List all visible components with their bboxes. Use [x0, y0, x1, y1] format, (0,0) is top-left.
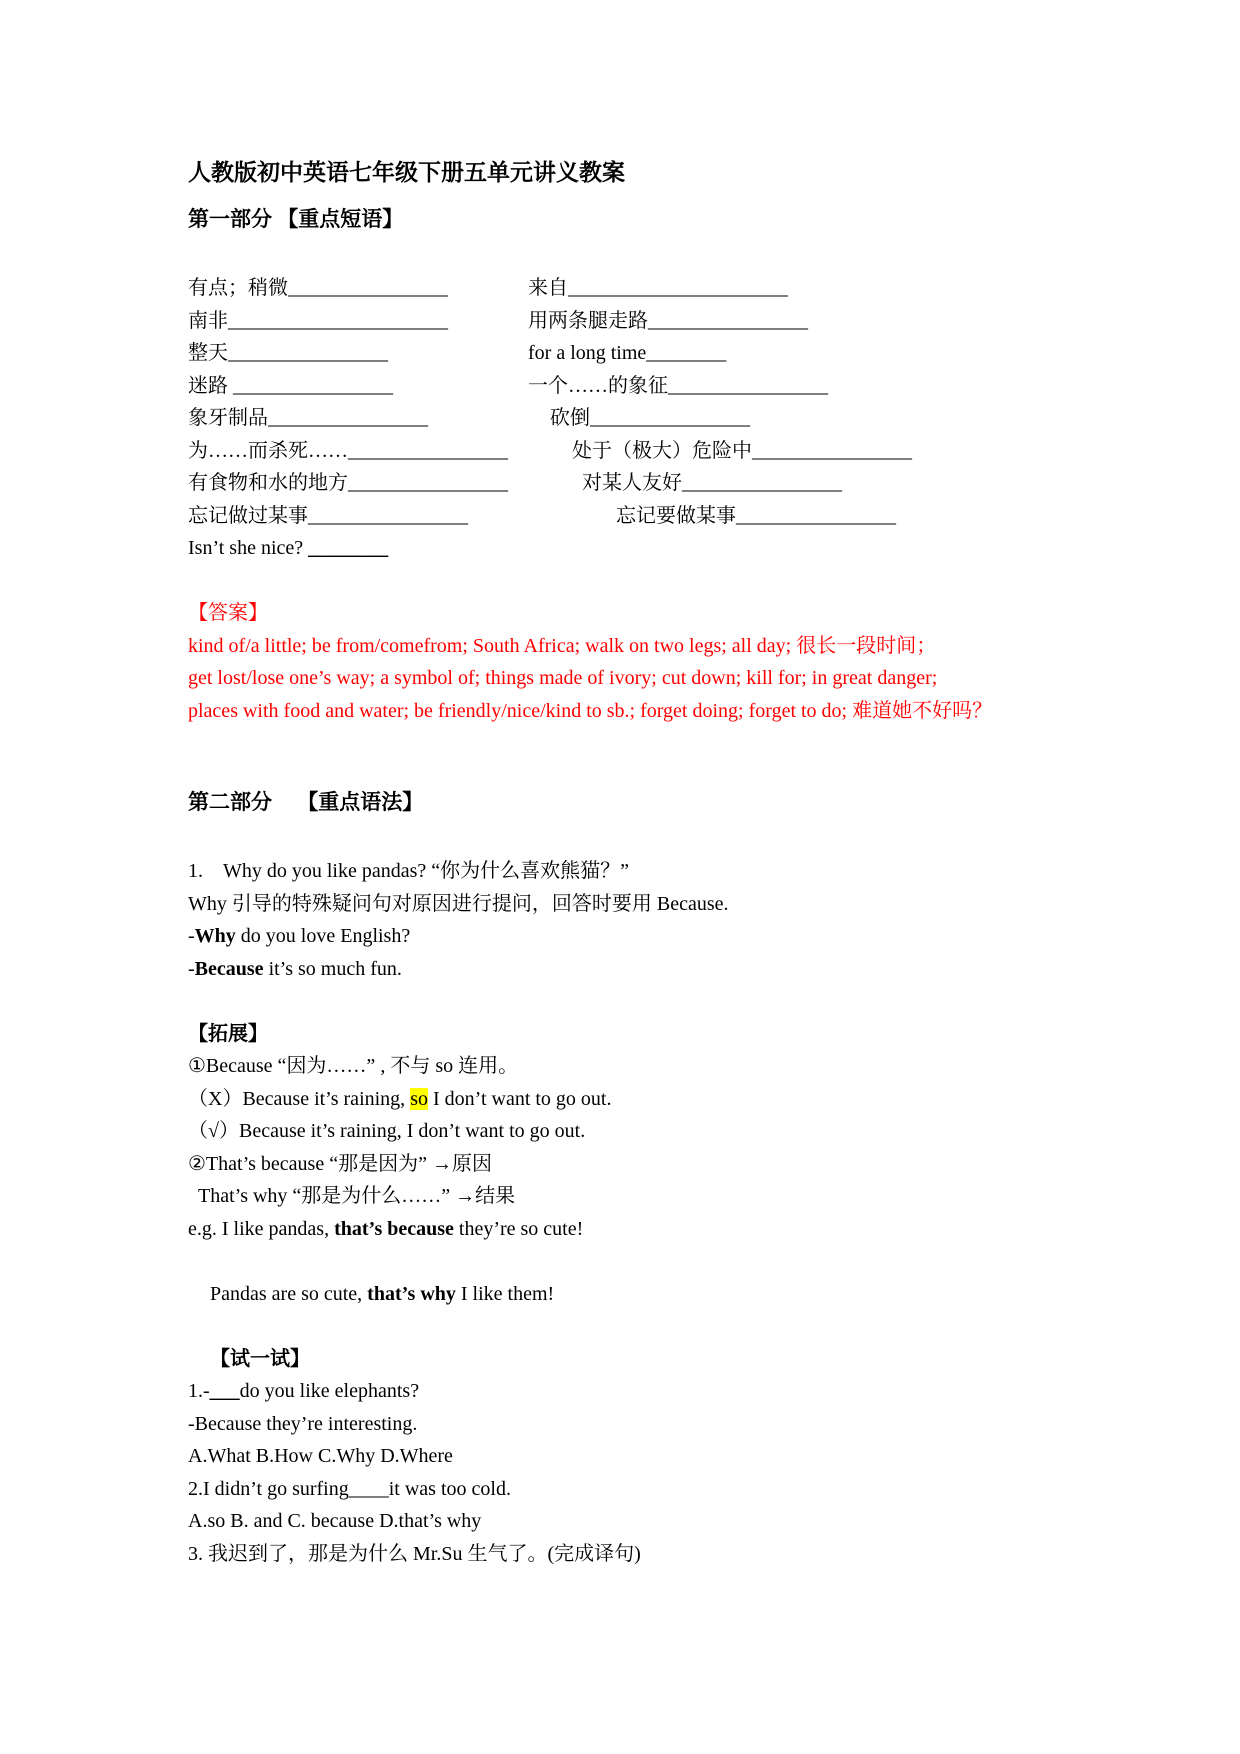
- example-line: [188, 1213, 1148, 1246]
- question-text: do you like elephants?: [239, 1380, 420, 1402]
- wrong-example: [188, 1083, 1148, 1116]
- phrase-row: [188, 272, 1148, 305]
- answer-blank: ___: [209, 1380, 240, 1402]
- spacer: [188, 232, 1148, 272]
- phrase-right: 用两条腿走路________________: [528, 309, 808, 332]
- answer-blank: ________: [308, 537, 389, 559]
- wrong-example-end: I don’t want to go out.: [427, 1087, 612, 1110]
- example-line: [188, 953, 1148, 986]
- practice-heading: 【试一试】: [210, 1347, 310, 1370]
- example-rest: do you love English?: [235, 925, 411, 947]
- phrase-right: for a long time________: [528, 342, 727, 364]
- practice-response: -Because they’re interesting.: [188, 1412, 418, 1435]
- example-prefix: -: [188, 957, 195, 980]
- example-end: I like them!: [455, 1282, 555, 1305]
- phrase-row: [188, 467, 1148, 500]
- example-keyword: Why: [194, 925, 236, 947]
- phrase-row: [188, 370, 1148, 403]
- spacer: [188, 985, 1148, 1018]
- phrase-right: 对某人友好________________: [582, 472, 842, 494]
- phrase-left: 迷路 ________________: [188, 374, 393, 397]
- example-end: they’re so cute!: [453, 1217, 584, 1240]
- phrase-row: [188, 435, 1148, 468]
- example-keyword: that’s why: [367, 1282, 456, 1305]
- phrase-left: 南非______________________: [188, 309, 448, 332]
- practice-options: A.What B.How C.Why D.Where: [188, 1445, 453, 1467]
- spacer: [188, 727, 1148, 789]
- example-line: [188, 920, 1148, 953]
- question-line: [188, 532, 1148, 565]
- answer-line: places with food and water; be friendly/nice/kind to sb.; forget doing; forget to do; 难道她不好吗？: [188, 699, 993, 722]
- phrase-right: 来自______________________: [528, 277, 788, 299]
- example-rest: it’s so much fun.: [263, 957, 402, 980]
- practice-options: A.so B. and C. because D.that’s why: [188, 1510, 482, 1532]
- phrase-row: [188, 402, 1148, 435]
- phrase-row: [188, 305, 1148, 338]
- example-line: [188, 1278, 1148, 1311]
- answer-line: get lost/lose one’s way; a symbol of; things made of ivory; cut down; kill for; in great danger;: [188, 667, 938, 689]
- phrase-left: 有点；稍微________________: [188, 277, 448, 299]
- example-start: Pandas are so cute,: [210, 1282, 368, 1305]
- grammar-explanation: Why 引导的特殊疑问句对原因进行提问，回答时要用 Because.: [188, 892, 729, 915]
- extension-heading: 【拓展】: [188, 1022, 268, 1045]
- phrase-row: [188, 337, 1148, 370]
- part2-heading: 第二部分 【重点语法】: [188, 790, 424, 814]
- phrase-right: 一个……的象征________________: [528, 374, 828, 397]
- phrase-right: 砍倒________________: [550, 407, 750, 429]
- answer-heading: 【答案】: [188, 602, 268, 624]
- question-text: Isn’t she nice?: [188, 537, 309, 559]
- extension-point: ①Because “因为……” , 不与 so 连用。: [188, 1055, 519, 1077]
- highlighted-word: so: [410, 1087, 428, 1110]
- phrase-row: [188, 500, 1148, 533]
- spacer: [188, 1310, 1148, 1343]
- phrase-left: 整天________________: [188, 342, 388, 364]
- example-keyword: that’s because: [334, 1217, 454, 1240]
- phrase-right: 忘记要做某事________________: [616, 504, 896, 527]
- right-example: （√）Because it’s raining, I don’t want to go out.: [188, 1120, 586, 1142]
- example-start: e.g. I like pandas,: [188, 1217, 335, 1240]
- example-keyword: Because: [194, 957, 264, 980]
- phrase-left: 象牙制品________________: [188, 407, 428, 429]
- phrase-left: 为……而杀死……________________: [188, 439, 508, 462]
- spacer: [188, 815, 1148, 855]
- practice-question: 3. 我迟到了，那是为什么 Mr.Su 生气了。(完成译句): [188, 1542, 641, 1565]
- part1-heading: 第一部分 【重点短语】: [188, 207, 404, 231]
- example-prefix: -: [188, 925, 195, 947]
- document-page: [188, 160, 1148, 1570]
- spacer: [188, 1245, 1148, 1278]
- spacer: [188, 565, 1148, 598]
- practice-question: [188, 1375, 1148, 1408]
- phrase-left: 忘记做过某事________________: [188, 504, 468, 527]
- phrase-left: 有食物和水的地方________________: [188, 472, 508, 494]
- extension-point: ②That’s because “那是因为” →原因: [188, 1152, 492, 1175]
- extension-point: That’s why “那是为什么……” →结果: [198, 1185, 516, 1207]
- answer-line: kind of/a little; be from/comefrom; South Africa; walk on two legs; all day; 很长一段时间；: [188, 634, 937, 657]
- practice-question: 2.I didn’t go surfing____it was too cold.: [188, 1477, 511, 1500]
- document-title: 人教版初中英语七年级下册五单元讲义教案: [188, 160, 625, 185]
- question-number: 1.-: [188, 1380, 210, 1402]
- wrong-example-start: （X）Because it’s raining,: [188, 1087, 411, 1110]
- phrase-right: 处于（极大）危险中________________: [572, 439, 912, 462]
- grammar-point: 1. Why do you like pandas? “你为什么喜欢熊猫？”: [188, 860, 630, 882]
